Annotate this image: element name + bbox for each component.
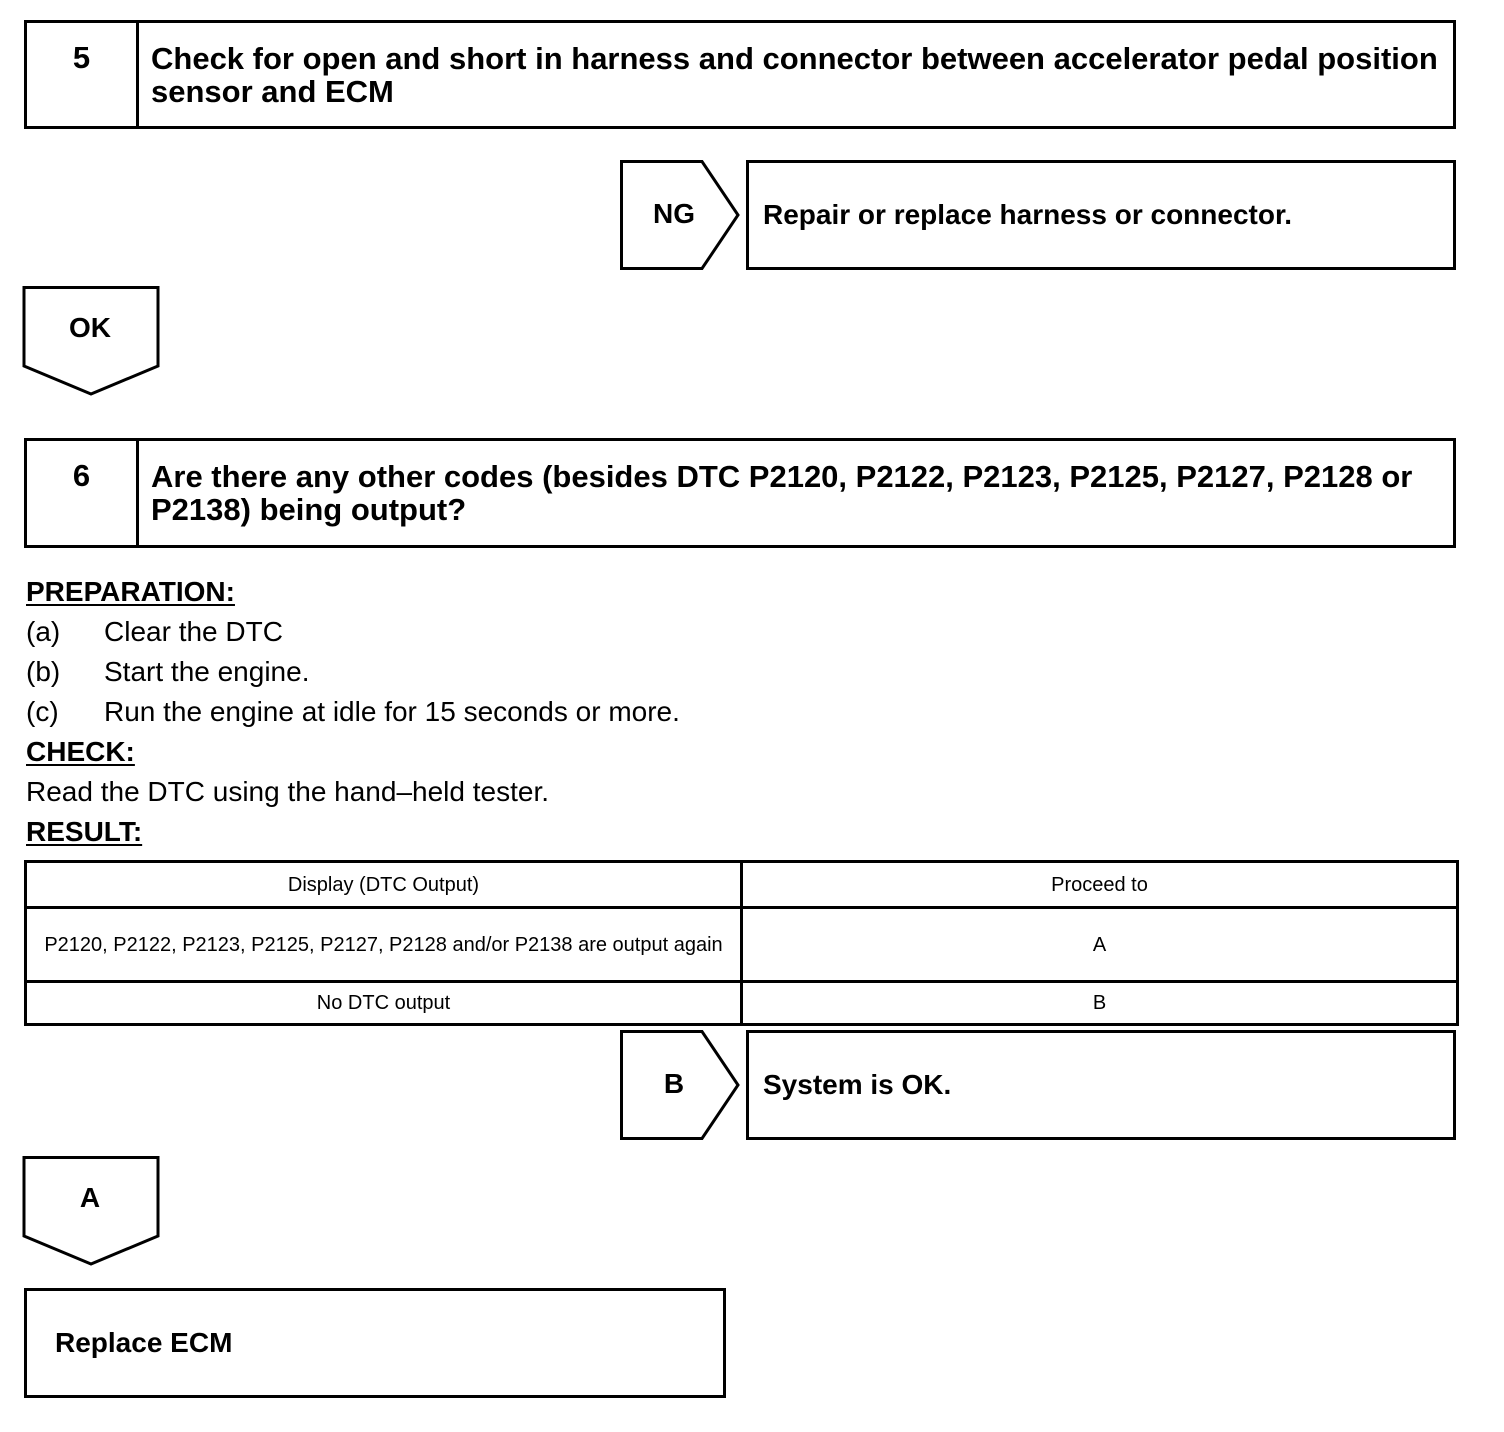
table-header-cell: Display (DTC Output) <box>26 862 742 908</box>
table-cell: A <box>742 908 1458 982</box>
preparation-item-text: Run the engine at idle for 15 seconds or more. <box>104 696 680 727</box>
check-heading: CHECK: <box>26 736 135 767</box>
result-table <box>24 860 1459 1026</box>
preparation-item-text: Clear the DTC <box>104 616 283 647</box>
preparation-item <box>26 616 283 648</box>
step-6-number: 6 <box>27 441 139 545</box>
preparation-heading: PREPARATION: <box>26 576 235 607</box>
step-5-number: 5 <box>27 23 139 126</box>
preparation-item-letter: (b) <box>26 656 61 687</box>
ng-label: NG <box>653 198 695 229</box>
table-header-cell: Proceed to <box>742 862 1458 908</box>
preparation-item-text: Start the engine. <box>104 656 310 687</box>
ng-branch-tag <box>620 160 742 270</box>
a-result-box <box>24 1288 726 1398</box>
table-cell: B <box>742 982 1458 1025</box>
b-label: B <box>663 1068 685 1099</box>
step-5-header <box>24 20 1456 129</box>
table-header-row <box>26 862 1458 908</box>
b-result-box <box>746 1030 1456 1140</box>
preparation-item <box>26 656 309 688</box>
b-branch-tag <box>620 1030 742 1140</box>
step-5-title: Check for open and short in harness and connector between accelerator pedal position sensor and ECM <box>151 41 1438 109</box>
check-text: Read the DTC using the hand–held tester. <box>26 776 550 807</box>
preparation-item-letter: (c) <box>26 696 59 727</box>
a-label: A <box>79 1182 101 1213</box>
table-cell: P2120, P2122, P2123, P2125, P2127, P2128 and/or P2138 are output again <box>26 908 742 982</box>
a-result-text: Replace ECM <box>55 1327 233 1358</box>
result-heading: RESULT: <box>26 816 143 847</box>
preparation-item <box>26 696 680 728</box>
a-branch-tag <box>22 1156 162 1268</box>
table-row <box>26 982 1458 1025</box>
step-6-title: Are there any other codes (besides DTC P2120, P2122, P2123, P2125, P2127, P2128 or P2138) being output? <box>151 459 1413 527</box>
ng-result-text: Repair or replace harness or connector. <box>763 199 1293 230</box>
ng-result-box <box>746 160 1456 270</box>
step-6-header <box>24 438 1456 548</box>
ok-label: OK <box>69 312 111 343</box>
preparation-item-letter: (a) <box>26 616 61 647</box>
table-row <box>26 908 1458 982</box>
ok-branch-tag <box>22 286 162 398</box>
b-result-text: System is OK. <box>763 1069 952 1100</box>
result-table-wrapper <box>24 860 1459 1026</box>
table-cell: No DTC output <box>26 982 742 1025</box>
